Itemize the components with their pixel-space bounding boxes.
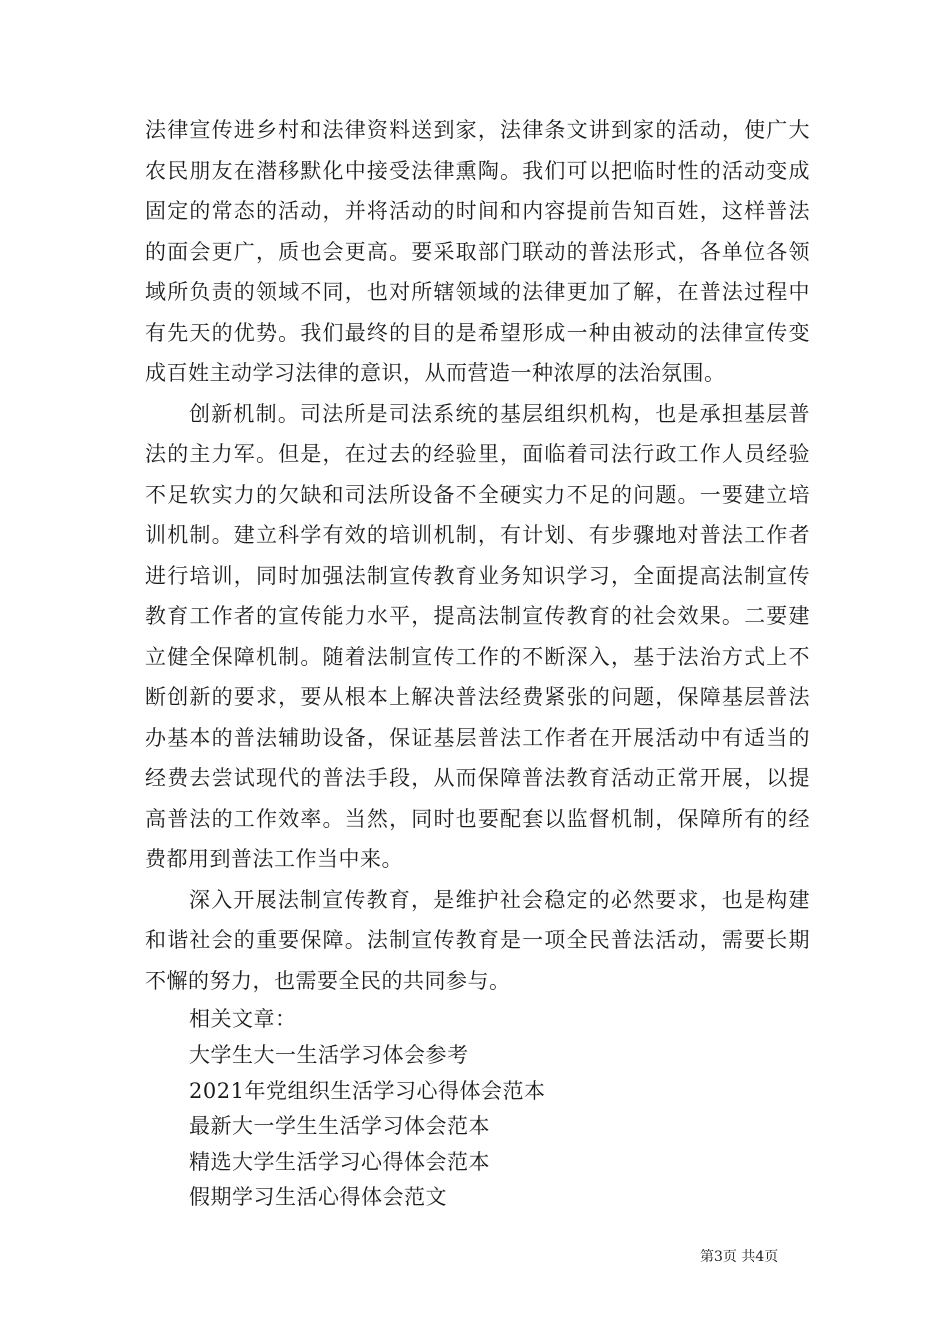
- document-body: [145, 110, 810, 1216]
- related-articles-label: 相关文章：: [189, 1007, 297, 1031]
- paragraph-continued: 法律宣传进乡村和法律资料送到家，法律条文讲到家的活动，使广大农民朋友在潜移默化中接受法律熏陶。我们可以把临时性的活动变成固定的常态的活动，并将活动的时间和内容提前告知百姓，这样普法的面会更广，质也会更高。要采取部门联动的普法形式，各单位各领域所负责的领域不同，也对所辖领域的法律更加了解，在普法过程中有先天的优势。我们最终的目的是希望形成一种由被动的法律宣传变成百姓主动学习法律的意识，从而营造一种浓厚的法治氛围。: [145, 118, 810, 385]
- paragraph-innovation-mechanism: 创新机制。司法所是司法系统的基层组织机构，也是承担基层普法的主力军。但是，在过去的经验里，面临着司法行政工作人员经验不足软实力的欠缺和司法所设备不全硬实力不足的问题。一要建立培训机制。建立科学有效的培训机制，有计划、有步骤地对普法工作者进行培训，同时加强法制宣传教育业务知识学习，全面提高法制宣传教育工作者的宣传能力水平，提高法制宣传教育的社会效果。二要建立健全保障机制。随着法制宣传工作的不断深入，基于法治方式上不断创新的要求，要从根本上解决普法经费紧张的问题，保障基层普法办基本的普法辅助设备，保证基层普法工作者在开展活动中有适当的经费去尝试现代的普法手段，从而保障普法教育活动正常开展，以提高普法的工作效率。当然，同时也要配套以监督机制，保障所有的经费都用到普法工作当中来。: [145, 401, 810, 871]
- related-article-link[interactable]: 最新大一学生生活学习体会范本: [189, 1114, 490, 1138]
- paragraph-conclusion: 深入开展法制宣传教育，是维护社会稳定的必然要求，也是构建和谐社会的重要保障。法制宣传教育是一项全民普法活动，需要长期不懈的努力，也需要全民的共同参与。: [145, 887, 810, 993]
- related-article-link[interactable]: 精选大学生活学习心得体会范本: [189, 1149, 490, 1174]
- related-article-link[interactable]: 假期学习生活心得体会范文: [189, 1185, 447, 1209]
- related-articles-list: [145, 1038, 810, 1216]
- page-number-footer: 第3页 共4页: [700, 1249, 779, 1265]
- related-article-link[interactable]: 大学生大一生活学习体会参考: [189, 1043, 469, 1067]
- related-article-link[interactable]: 2021年党组织生活学习心得体会范本: [189, 1078, 546, 1103]
